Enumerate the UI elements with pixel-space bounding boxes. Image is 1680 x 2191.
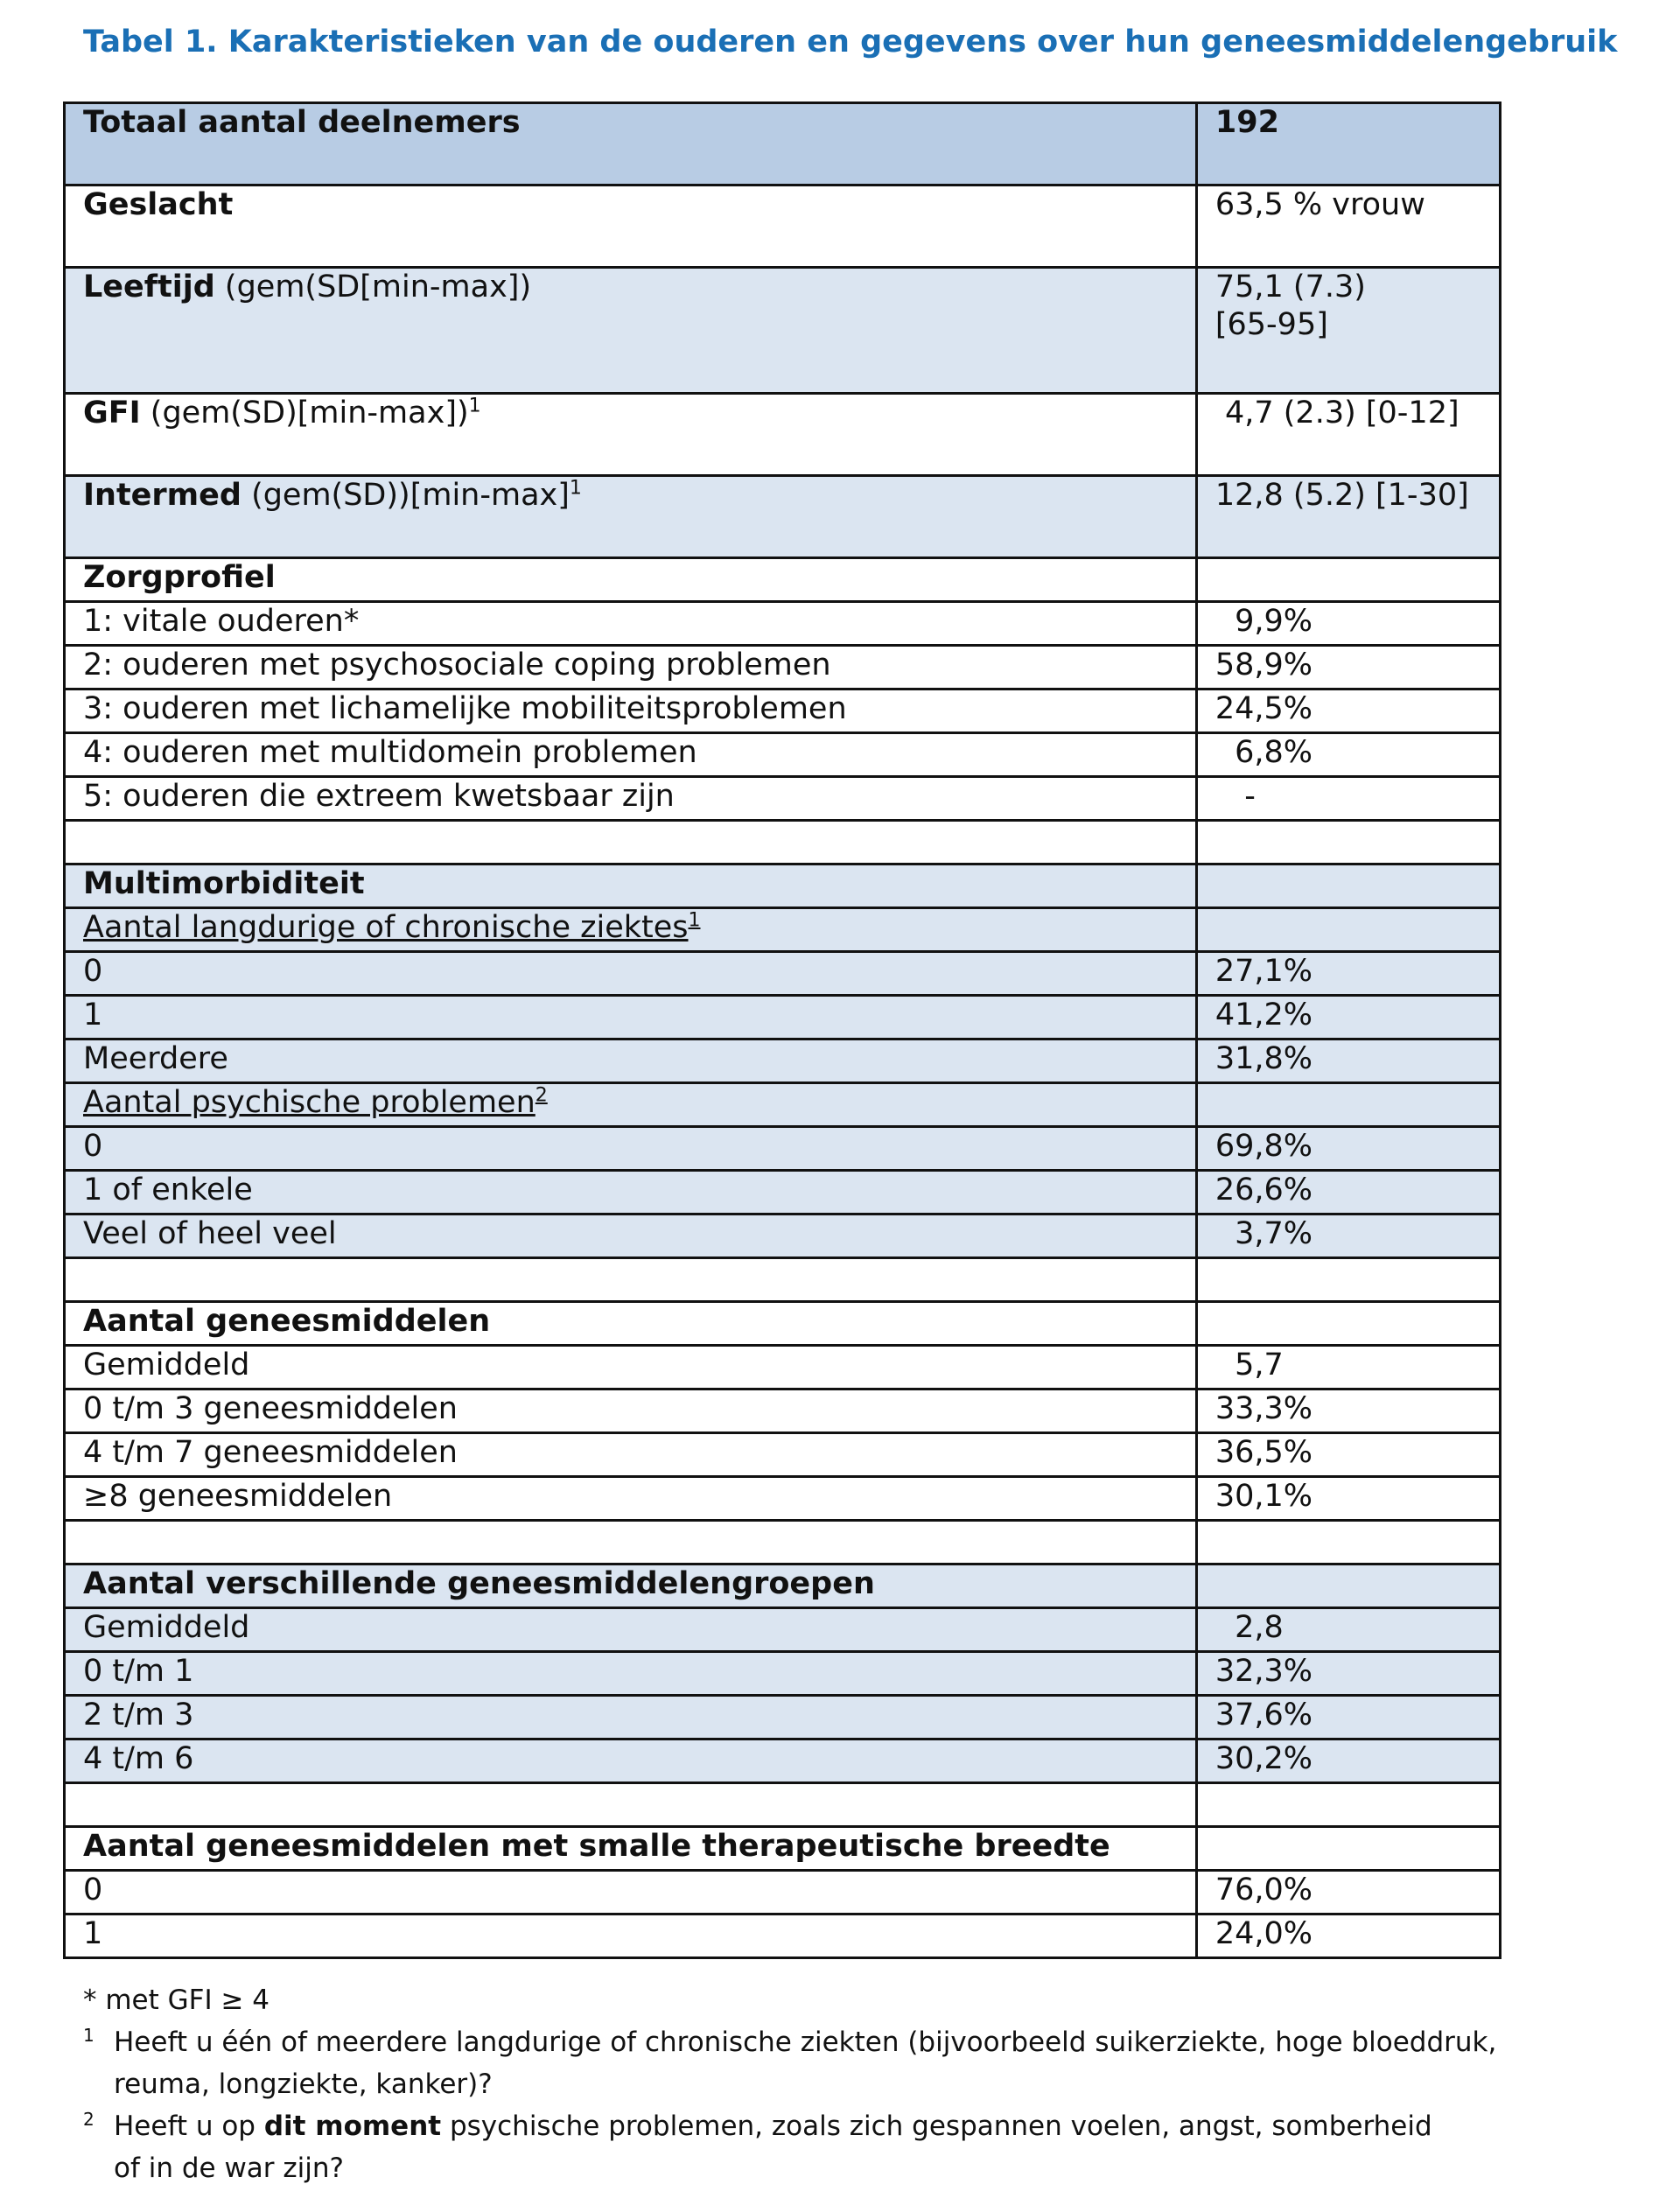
row-label-cell (65, 996, 1197, 1040)
row-label-cell (65, 1521, 1197, 1564)
row-value: 33,3% (1214, 1391, 1313, 1426)
table-row (65, 1433, 1501, 1477)
row-value-cell (1196, 1652, 1500, 1696)
footnote-2-line-1 (83, 2105, 1496, 2147)
row-label: 5: ouderen die extreem kwetsbaar zijn (83, 779, 675, 814)
row-value: 26,6% (1214, 1172, 1313, 1208)
row-value: 37,6% (1214, 1698, 1313, 1732)
row-value: 9,9% (1214, 604, 1313, 639)
row-value-cell (1196, 1477, 1500, 1521)
row-label-cell (65, 821, 1197, 864)
table-row (65, 1390, 1501, 1433)
table-row (65, 394, 1501, 476)
row-label: 0 t/m 1 (83, 1654, 194, 1689)
row-value-cell (1196, 1433, 1500, 1477)
row-value-cell (1196, 268, 1500, 394)
row-label: Gemiddeld (83, 1348, 250, 1382)
row-value: 27,1% (1214, 954, 1313, 989)
table-row (65, 1740, 1501, 1783)
table-row (65, 1827, 1501, 1871)
table-row (65, 1652, 1501, 1696)
row-value: 76,0% (1214, 1872, 1313, 1908)
row-value-cell (1196, 1564, 1500, 1608)
row-label-cell (65, 690, 1197, 733)
row-label-cell (65, 1652, 1197, 1696)
row-value-cell (1196, 1258, 1500, 1302)
table-row (65, 733, 1501, 777)
row-label: (gem(SD[min-max]) (214, 270, 532, 304)
row-label-bold: Aantal geneesmiddelen (83, 1304, 491, 1339)
footnote-1-line-1: Heeft u één of meerdere langdurige of chronische ziekten (bijvoorbeeld suikerziekte, hoge bloeddruk, (114, 2026, 1497, 2058)
row-label: 0 (83, 1129, 103, 1164)
row-label-cell (65, 1564, 1197, 1608)
table-row (65, 1258, 1501, 1302)
row-label-cell (65, 777, 1197, 821)
row-label-bold: Zorgprofiel (83, 560, 276, 595)
row-label-cell (65, 1740, 1197, 1783)
row-label-cell (65, 476, 1197, 558)
row-value: 69,8% (1214, 1129, 1313, 1164)
row-label: 1 (83, 1916, 103, 1951)
row-label-cell (65, 1127, 1197, 1171)
row-label-cell (65, 1827, 1197, 1871)
footnote-2-mark: 2 (83, 2109, 94, 2130)
row-label-cell (65, 186, 1197, 268)
table-title: Tabel 1. Karakteristieken van de ouderen en gegevens over hun geneesmiddelengebruik (83, 24, 1618, 60)
row-value-line-2: [65-95] (1214, 307, 1328, 342)
characteristics-table (63, 102, 1502, 1959)
table-row (65, 1696, 1501, 1740)
row-value-cell (1196, 821, 1500, 864)
row-label-cell (65, 908, 1197, 952)
row-label-bold: GFI (83, 396, 141, 430)
row-value-cell (1196, 646, 1500, 690)
row-label: 0 (83, 1872, 103, 1908)
row-label-cell (65, 733, 1197, 777)
row-label-cell (65, 1346, 1197, 1390)
row-label-bold: Intermed (83, 478, 242, 513)
row-value-cell (1196, 996, 1500, 1040)
row-label-bold: Totaal aantal deelnemers (83, 105, 521, 140)
row-label-cell (65, 1040, 1197, 1083)
row-label: 0 t/m 3 geneesmiddelen (83, 1391, 458, 1426)
row-value-cell (1196, 1827, 1500, 1871)
row-label: ≥8 geneesmiddelen (83, 1479, 393, 1514)
row-value-cell (1196, 103, 1500, 186)
row-value: 6,8% (1214, 735, 1313, 770)
table-row (65, 1040, 1501, 1083)
footnote-1-mark: 1 (83, 2025, 94, 2046)
footnote-1 (83, 2021, 1496, 2105)
row-value-cell (1196, 476, 1500, 558)
row-value-cell (1196, 1521, 1500, 1564)
row-label-cell (65, 1083, 1197, 1127)
row-value-cell (1196, 1346, 1500, 1390)
footnote-ref: 1 (468, 395, 481, 417)
row-label: Aantal langdurige of chronische ziektes (83, 910, 689, 945)
row-value-cell (1196, 558, 1500, 602)
row-label-cell (65, 1214, 1197, 1258)
row-label-cell (65, 1783, 1197, 1827)
footnote-ref: 2 (535, 1084, 548, 1107)
row-value-cell (1196, 777, 1500, 821)
row-value-cell (1196, 1127, 1500, 1171)
row-label-cell (65, 558, 1197, 602)
row-label-bold: Geslacht (83, 187, 234, 222)
row-label-cell (65, 103, 1197, 186)
row-label: Meerdere (83, 1041, 228, 1076)
row-label-cell (65, 602, 1197, 646)
footnote-2 (83, 2105, 1496, 2189)
footnote-ref: 1 (569, 477, 582, 500)
row-label-cell (65, 646, 1197, 690)
table-row (65, 1608, 1501, 1652)
row-label-cell (65, 394, 1197, 476)
table-row (65, 1783, 1501, 1827)
row-label-bold: Leeftijd (83, 270, 215, 304)
table-row (65, 268, 1501, 394)
table-row (65, 690, 1501, 733)
table-row (65, 186, 1501, 268)
table-row (65, 1302, 1501, 1346)
table-row (65, 602, 1501, 646)
table-row (65, 864, 1501, 908)
row-value: 4,7 (2.3) [0-12] (1214, 396, 1460, 430)
row-value-cell (1196, 908, 1500, 952)
table-row (65, 103, 1501, 186)
row-label-cell (65, 1477, 1197, 1521)
row-value-cell (1196, 1040, 1500, 1083)
row-value: 30,2% (1214, 1741, 1313, 1776)
row-value-cell (1196, 1740, 1500, 1783)
row-value: 63,5 % vrouw (1214, 187, 1425, 222)
row-label-cell (65, 1696, 1197, 1740)
row-value: 36,5% (1214, 1435, 1313, 1470)
table-row (65, 1214, 1501, 1258)
footnote-1-line-2: reuma, longziekte, kanker)? (114, 2068, 493, 2100)
table-row (65, 952, 1501, 996)
row-value-cell (1196, 1214, 1500, 1258)
row-value-cell (1196, 733, 1500, 777)
row-value-cell (1196, 1390, 1500, 1433)
footnote-star: * met GFI ≥ 4 (83, 1984, 270, 2016)
footnote-2-post: psychische problemen, zoals zich gespannen voelen, angst, somberheid (441, 2110, 1432, 2142)
row-label-cell (65, 1608, 1197, 1652)
row-value: 5,7 (1214, 1348, 1284, 1382)
row-value: 75,1 (7.3) (1214, 270, 1366, 304)
row-label-bold: Aantal geneesmiddelen met smalle therapeutische breedte (83, 1829, 1110, 1864)
table-row (65, 558, 1501, 602)
row-value-cell (1196, 952, 1500, 996)
row-value-cell (1196, 1171, 1500, 1214)
row-label: 1: vitale ouderen* (83, 604, 360, 639)
row-label: Gemiddeld (83, 1610, 250, 1645)
row-label-cell (65, 952, 1197, 996)
row-value: 24,5% (1214, 691, 1313, 726)
row-value-cell (1196, 1783, 1500, 1827)
row-value-cell (1196, 186, 1500, 268)
row-value-cell (1196, 690, 1500, 733)
table-row (65, 1871, 1501, 1914)
row-value: 192 (1214, 105, 1279, 140)
row-label: (gem(SD)[min-max]) (140, 396, 469, 430)
row-value-cell (1196, 1914, 1500, 1958)
row-label: 4: ouderen met multidomein problemen (83, 735, 697, 770)
row-value-cell (1196, 394, 1500, 476)
row-label-cell (65, 1390, 1197, 1433)
row-value-cell (1196, 1608, 1500, 1652)
row-label: 0 (83, 954, 103, 989)
row-value-cell (1196, 1871, 1500, 1914)
row-label-cell (65, 1171, 1197, 1214)
table-row (65, 996, 1501, 1040)
row-label-bold: Multimorbiditeit (83, 866, 365, 901)
table-row (65, 1914, 1501, 1958)
row-value: 3,7% (1214, 1216, 1313, 1251)
row-value: 2,8 (1214, 1610, 1284, 1645)
table-row (65, 1521, 1501, 1564)
table-row (65, 1083, 1501, 1127)
row-value: 58,9% (1214, 648, 1313, 682)
row-label: 1 of enkele (83, 1172, 253, 1208)
footnotes (83, 1979, 1496, 2189)
row-label: 2: ouderen met psychosociale coping problemen (83, 648, 831, 682)
row-label: (gem(SD))[min-max] (241, 478, 570, 513)
row-value: 31,8% (1214, 1041, 1313, 1076)
row-value-cell (1196, 602, 1500, 646)
footnote-2-bold: dit moment (263, 2110, 442, 2142)
row-value: 24,0% (1214, 1916, 1313, 1951)
row-value-cell (1196, 1083, 1500, 1127)
row-label-cell (65, 1871, 1197, 1914)
row-label: Aantal psychische problemen (83, 1085, 536, 1120)
row-label: 4 t/m 6 (83, 1741, 194, 1776)
footnote-2-pre: Heeft u op (114, 2110, 264, 2142)
row-value: - (1214, 779, 1256, 814)
row-label: Veel of heel veel (83, 1216, 337, 1251)
row-label: 3: ouderen met lichamelijke mobiliteitsproblemen (83, 691, 847, 726)
row-label: 2 t/m 3 (83, 1698, 194, 1732)
table-row (65, 476, 1501, 558)
table-row (65, 777, 1501, 821)
row-label-cell (65, 1258, 1197, 1302)
table-row (65, 1564, 1501, 1608)
row-label: 1 (83, 998, 103, 1032)
row-value-cell (1196, 1302, 1500, 1346)
row-value: 41,2% (1214, 998, 1313, 1032)
table-row (65, 908, 1501, 952)
row-value-cell (1196, 864, 1500, 908)
table-row (65, 1127, 1501, 1171)
table-row (65, 1346, 1501, 1390)
row-label-cell (65, 864, 1197, 908)
row-label-bold: Aantal verschillende geneesmiddelengroepen (83, 1566, 875, 1601)
row-value-cell (1196, 1696, 1500, 1740)
table-row (65, 1171, 1501, 1214)
row-value: 12,8 (5.2) [1-30] (1214, 478, 1469, 513)
row-label-cell (65, 1302, 1197, 1346)
table-row (65, 1477, 1501, 1521)
row-label-cell (65, 268, 1197, 394)
table-row (65, 821, 1501, 864)
row-label: 4 t/m 7 geneesmiddelen (83, 1435, 458, 1470)
row-label-cell (65, 1433, 1197, 1477)
row-value: 30,1% (1214, 1479, 1313, 1514)
footnote-ref: 1 (688, 909, 701, 932)
row-label-cell (65, 1914, 1197, 1958)
table-row (65, 646, 1501, 690)
footnote-2-line-2: of in de war zijn? (114, 2152, 345, 2184)
row-value: 32,3% (1214, 1654, 1313, 1689)
